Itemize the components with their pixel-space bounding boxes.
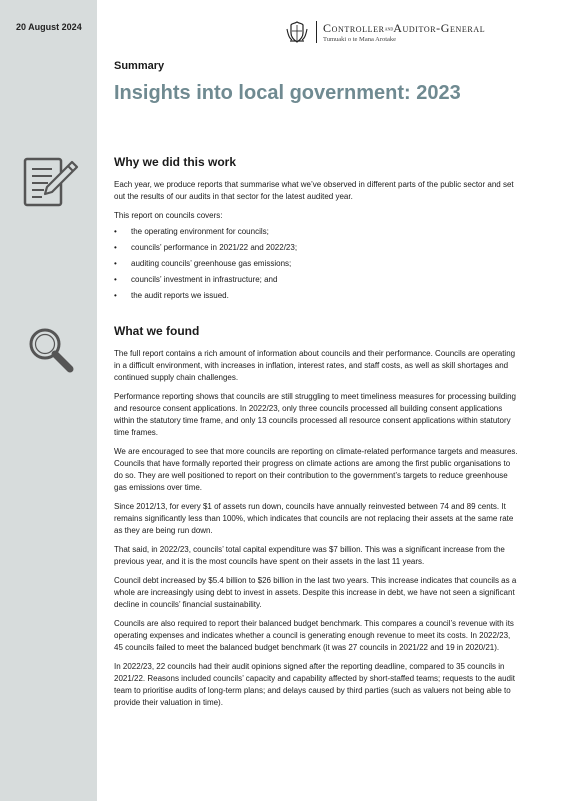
paragraph: Since 2012/13, for every $1 of assets run down, councils have annually reinvested between 74 and 89 cents. It remains significantly less than 100%, which indicates that councils are not replacing their assets at the same rate as they are being run down. — [114, 502, 514, 535]
paragraph: Performance reporting shows that councils are still struggling to meet timeliness measures for processing building and resource consent applications. In 2022/23, only three councils processed all building consent applications within the statutory time frame, and only 13 councils processed all resource consent applications within statutory time frames. — [114, 392, 516, 437]
section-found — [114, 323, 518, 716]
document-pencil-icon — [22, 156, 80, 208]
section-why — [114, 154, 518, 304]
publication-date: 20 August 2024 — [16, 22, 82, 32]
logo-subtitle: Tumuaki o te Mana Arotake — [323, 36, 397, 43]
section-heading: What we found — [114, 324, 200, 338]
list-item: • councils’ investment in infrastructure; and — [114, 272, 518, 288]
crest-icon — [285, 20, 309, 44]
sidebar — [0, 0, 97, 801]
list-item: • the audit reports we issued. — [114, 288, 518, 304]
logo-divider — [316, 21, 317, 43]
paragraph: Council debt increased by $5.4 billion to $26 billion in the last two years. This increase indicates that councils as a whole are increasingly using debt to invest in assets. Despite this increase in debt, we have not seen a significant decline in councils’ financial sustainability. — [114, 576, 517, 609]
paragraph: The full report contains a rich amount of information about councils and their performance. Councils are operating in a difficult environment, with increases in inflation, interest rates, and staff costs, as well as skill shortages and continued supply chain challenges. — [114, 349, 516, 382]
title-block — [114, 58, 518, 106]
magnifying-glass-icon — [26, 325, 76, 375]
page-kicker: Summary — [114, 60, 165, 72]
page-title: Insights into local government: 2023 — [114, 82, 461, 104]
list-item: • auditing councils’ greenhouse gas emissions; — [114, 256, 518, 272]
paragraph: That said, in 2022/23, councils’ total capital expenditure was $7 billion. This was a significant increase from the previous year, and it is the most councils have spent on their assets in the last 11 years. — [114, 545, 505, 566]
paragraph: Each year, we produce reports that summarise what we’ve observed in different parts of the public sector and set out the results of our audits in that sector for the latest audited year. — [114, 180, 514, 201]
paragraph: Councils are also required to report their balanced budget benchmark. This compares a council’s revenue with its operating expenses and indicates whether a council is generating enough revenue to meet its costs. In 2022/23, 45 councils failed to meet the balanced budget benchmark (it was 27 councils in 2021/22 and 19 in 2020/21). — [114, 619, 514, 652]
list-item: • councils’ performance in 2021/22 and 2022/23; — [114, 240, 518, 256]
list-item: • the operating environment for councils; — [114, 224, 518, 240]
oag-logo — [285, 20, 515, 46]
paragraph: In 2022/23, 22 councils had their audit opinions signed after the reporting deadline, compared to 35 councils in 2021/22. Reasons included councils’ capacity and capability affected by short-staffed teams; requests to the audit team to prioritise audits of long-term plans; and delays caused by third parties (such as valuers not being able to provide their valuation in time). — [114, 662, 515, 707]
bullet-list — [114, 224, 518, 304]
logo-name: ControllerandAuditor-General — [323, 21, 486, 35]
section-heading: Why we did this work — [114, 155, 237, 169]
paragraph: We are encouraged to see that more councils are reporting on climate-related performance targets and measures. Councils that have formally reported their progress on climate actions are among the first public organisations to do so. They are well positioned to report on their contribution to the government’s targets to reduce greenhouse gas emissions over time. — [114, 447, 518, 492]
paragraph: This report on councils covers: — [114, 211, 223, 220]
